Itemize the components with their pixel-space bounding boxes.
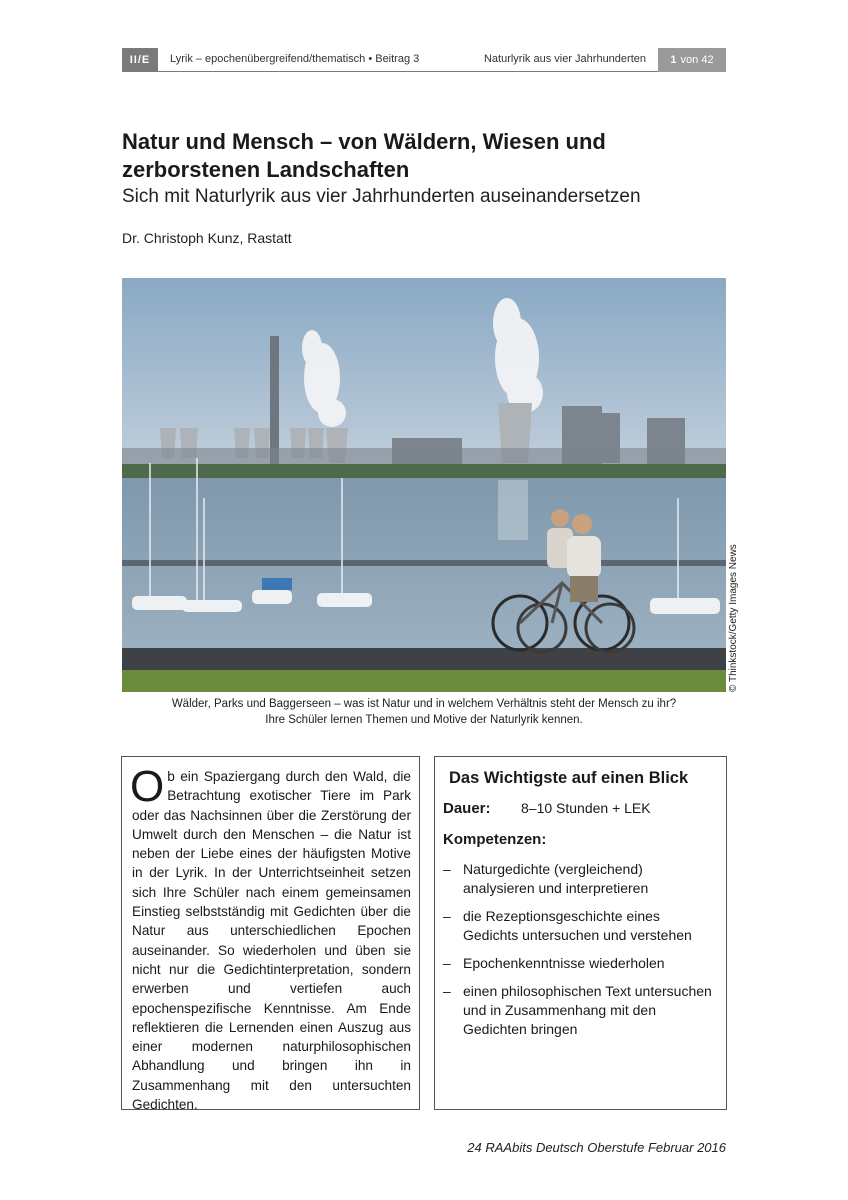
grass (122, 670, 726, 692)
intro-box (121, 756, 420, 1113)
page-subtitle: Sich mit Naturlyrik aus vier Jahrhunderten auseinandersetzen (122, 186, 641, 207)
duration-row (443, 800, 716, 817)
bike-path (122, 648, 726, 670)
list-dash: – (443, 955, 451, 971)
caption-line-1: Wälder, Parks und Baggerseen – was ist Natur und in welchem Verhältnis steht der Mensch zu ihr? (171, 698, 677, 710)
header-topic: Naturlyrik aus vier Jahrhunderten (483, 53, 646, 65)
page-number: 1 (670, 54, 677, 66)
overview-box (434, 756, 727, 1110)
author-line: Dr. Christoph Kunz, Rastatt (122, 230, 292, 246)
page-header (122, 48, 726, 72)
overview-title: Das Wichtigste auf einen Blick (449, 769, 689, 787)
duration-value: 8–10 Stunden + LEK (521, 800, 651, 816)
blue-boat (262, 578, 292, 590)
page-total: von 42 (680, 54, 714, 66)
drop-cap: O (130, 762, 165, 811)
header-rule (158, 71, 658, 72)
list-item: – Naturgedichte (vergleichend) analysieren und interpretieren (443, 861, 649, 896)
intro-paragraph (130, 762, 411, 1114)
list-dash: – (443, 983, 451, 999)
pier (122, 560, 726, 566)
section-badge: II/E (122, 48, 158, 72)
header-series: Lyrik – epochenübergreifend/thematisch • Beitrag 3 (170, 53, 420, 65)
duration-label: Dauer: (443, 800, 491, 817)
cover-photo (122, 278, 726, 692)
photo-caption (122, 696, 726, 728)
list-item: – einen philosophischen Text untersuchen und in Zusammenhang mit den Gedichten bringen (443, 983, 712, 1037)
page-title: Natur und Mensch – von Wäldern, Wiesen und zerborstenen Landschaften (122, 129, 606, 182)
list-dash: – (443, 908, 451, 924)
page-indicator (658, 48, 726, 72)
intro-text: b ein Spaziergang durch den Wald, die Betrachtung exotischer Tiere im Park oder das Nachsinnen über die Zerstörung der Umwelt durch den Menschen – die Natur ist neben der Liebe eines der häufigsten Motive in der Lyrik. In der Unterrichtseinheit setzen sich Ihre Schüler nach einem gemeinsamen Einstieg selbstständig mit Gedichten über die Natur aus unterschiedlichen Epochen auseinander. So wiederholen und üben sie nicht nur die Gedichtinterpretation, sondern erwerben und vertiefen auch epochenspezifische Kenntnisse. Am Ende reflektieren die Lernenden einen Auszug aus einer modernen naturphilosophischen Abhandlung und bringen ihn in Zusammenhang mit den untersuchten Gedichten. (132, 769, 411, 1113)
page-footer: 24 RAAbits Deutsch Oberstufe Februar 2016 (467, 1140, 726, 1155)
tree-line (122, 464, 726, 478)
list-item: – die Rezeptionsgeschichte eines Gedichts untersuchen und verstehen (443, 908, 692, 943)
competencies-list (443, 860, 716, 1039)
chimney (270, 336, 279, 466)
competencies-label: Kompetenzen: (443, 831, 547, 848)
caption-line-2: Ihre Schüler lernen Themen und Motive der Naturlyrik kennen. (265, 714, 583, 726)
list-dash: – (443, 861, 451, 877)
photo-credit: © Thinkstock/Getty Images News (728, 544, 739, 692)
reflection (498, 480, 528, 540)
list-item: – Epochenkenntnisse wiederholen (443, 955, 665, 971)
